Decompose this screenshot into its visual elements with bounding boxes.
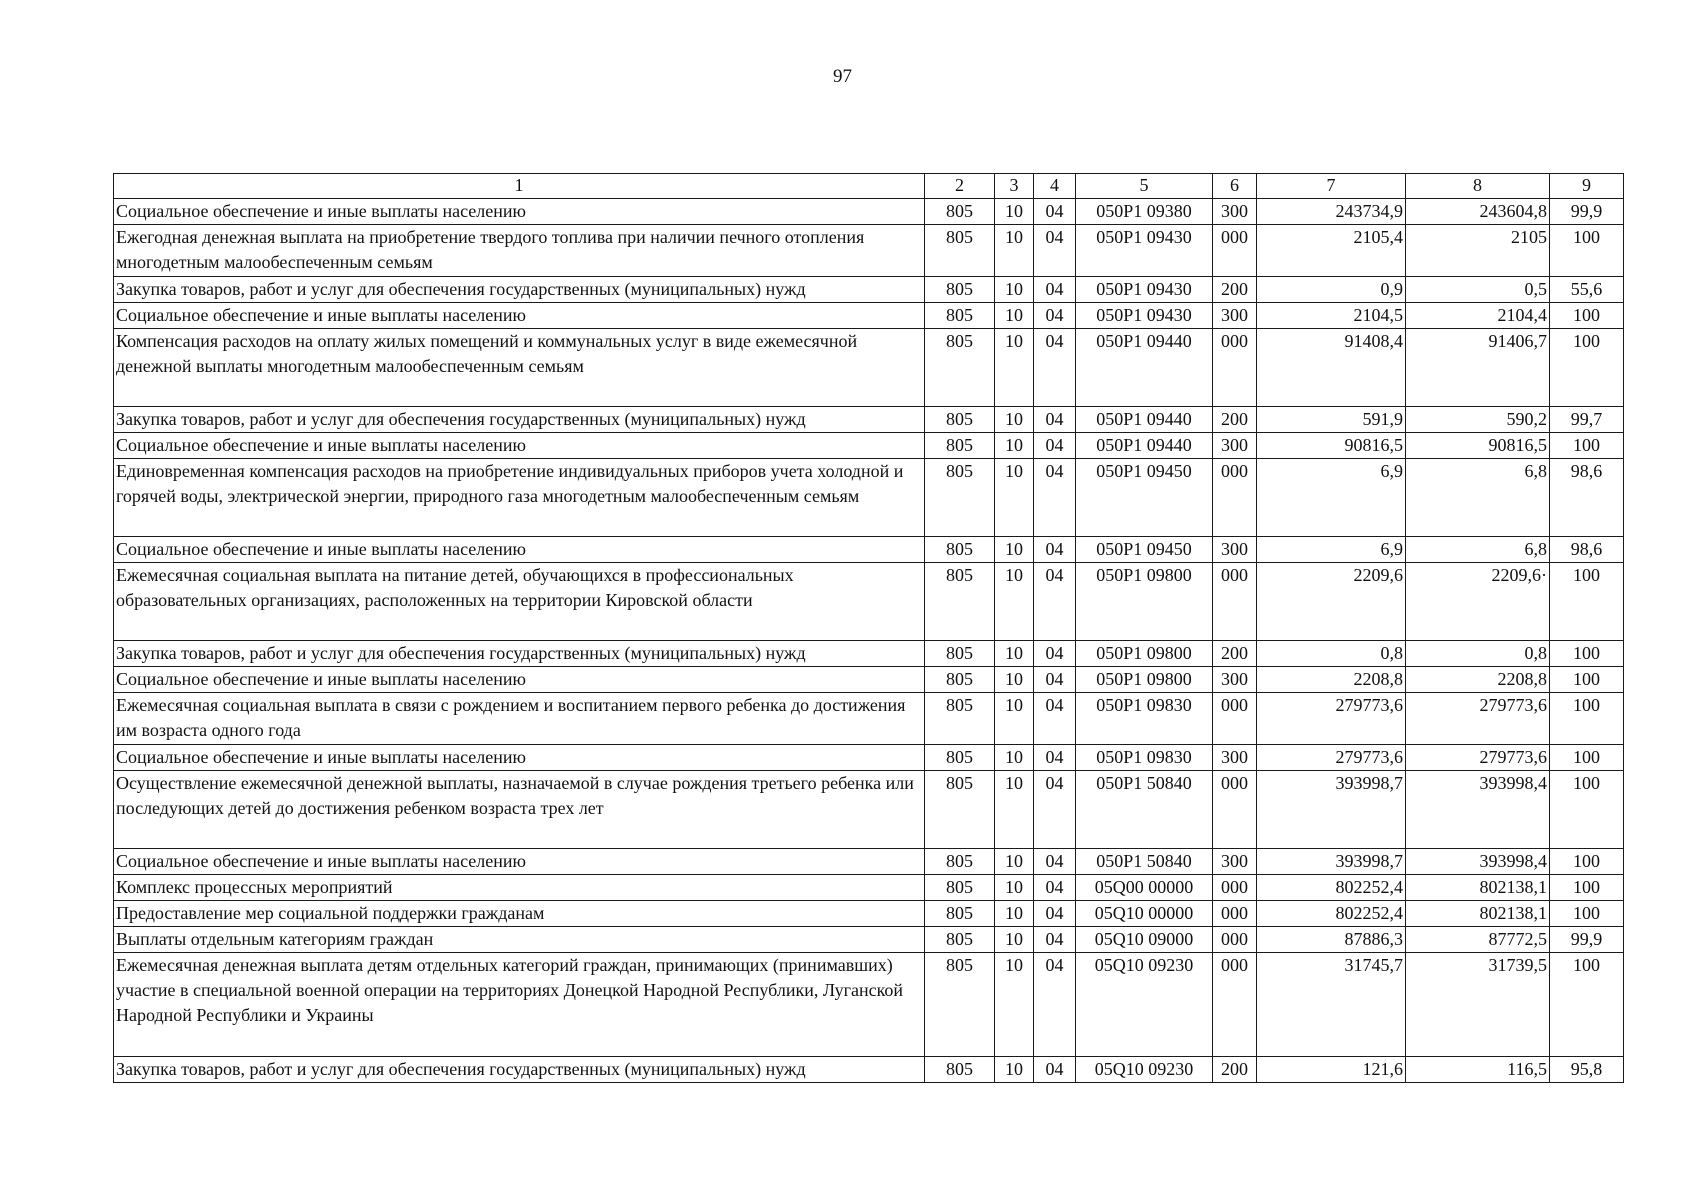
row-ministry-code: 805 [925, 537, 995, 563]
row-name: Социальное обеспечение и иные выплаты населению [114, 537, 925, 563]
row-expense-type: 300 [1213, 849, 1257, 875]
row-name: Закупка товаров, работ и услуг для обеспечения государственных (муниципальных) нужд [114, 1057, 925, 1083]
row-target-code: 050P1 09450 [1076, 459, 1213, 537]
row-subsection-code: 04 [1034, 277, 1076, 303]
row-ministry-code: 805 [925, 563, 995, 641]
row-percent: 100 [1550, 849, 1624, 875]
row-executed: 279773,6 [1406, 745, 1550, 771]
row-expense-type: 000 [1213, 693, 1257, 745]
row-subsection-code: 04 [1034, 771, 1076, 849]
row-name: Компенсация расходов на оплату жилых помещений и коммунальных услуг в виде ежемесячной денежной выплаты многодетным малообеспеченным семьям [114, 329, 925, 407]
row-section-code: 10 [995, 407, 1034, 433]
row-executed: 0,5 [1406, 277, 1550, 303]
row-target-code: 050P1 50840 [1076, 849, 1213, 875]
row-expense-type: 000 [1213, 459, 1257, 537]
row-subsection-code: 04 [1034, 693, 1076, 745]
row-name: Ежемесячная денежная выплата детям отдельных категорий граждан, принимающих (принимавших) участие в специальной военной операции на территориях Донецкой Народной Республики, Луганской Народной Республики и Украины [114, 953, 925, 1057]
row-subsection-code: 04 [1034, 537, 1076, 563]
table-row [114, 901, 1624, 927]
row-executed: 243604,8 [1406, 199, 1550, 225]
row-ministry-code: 805 [925, 303, 995, 329]
row-name: Осуществление ежемесячной денежной выплаты, назначаемой в случае рождения третьего ребенка или последующих детей до достижения ребенком возраста трех лет [114, 771, 925, 849]
row-percent: 100 [1550, 667, 1624, 693]
row-ministry-code: 805 [925, 693, 995, 745]
header-col-8: 8 [1406, 174, 1550, 199]
row-ministry-code: 805 [925, 771, 995, 849]
row-section-code: 10 [995, 563, 1034, 641]
row-ministry-code: 805 [925, 1057, 995, 1083]
row-executed: 90816,5 [1406, 433, 1550, 459]
row-executed: 91406,7 [1406, 329, 1550, 407]
row-expense-type: 000 [1213, 901, 1257, 927]
header-col-4: 4 [1034, 174, 1076, 199]
row-percent: 95,8 [1550, 1057, 1624, 1083]
row-planned: 0,9 [1257, 277, 1406, 303]
row-subsection-code: 04 [1034, 901, 1076, 927]
row-planned: 2105,4 [1257, 225, 1406, 277]
row-ministry-code: 805 [925, 875, 995, 901]
row-section-code: 10 [995, 433, 1034, 459]
row-expense-type: 300 [1213, 667, 1257, 693]
table-row [114, 277, 1624, 303]
row-name: Социальное обеспечение и иные выплаты населению [114, 199, 925, 225]
row-ministry-code: 805 [925, 667, 995, 693]
row-section-code: 10 [995, 953, 1034, 1057]
row-target-code: 050P1 09800 [1076, 667, 1213, 693]
row-name: Социальное обеспечение и иные выплаты населению [114, 433, 925, 459]
row-name: Ежемесячная социальная выплата на питание детей, обучающихся в профессиональных образовательных организациях, расположенных на территории Кировской области [114, 563, 925, 641]
row-subsection-code: 04 [1034, 849, 1076, 875]
table-row [114, 1057, 1624, 1083]
row-ministry-code: 805 [925, 407, 995, 433]
row-percent: 99,9 [1550, 927, 1624, 953]
row-expense-type: 200 [1213, 407, 1257, 433]
row-planned: 591,9 [1257, 407, 1406, 433]
row-percent: 100 [1550, 953, 1624, 1057]
row-target-code: 05Q10 09230 [1076, 953, 1213, 1057]
row-target-code: 050P1 09450 [1076, 537, 1213, 563]
row-subsection-code: 04 [1034, 433, 1076, 459]
row-executed: 2209,6· [1406, 563, 1550, 641]
row-executed: 2208,8 [1406, 667, 1550, 693]
row-percent: 100 [1550, 771, 1624, 849]
table-row [114, 407, 1624, 433]
row-executed: 2104,4 [1406, 303, 1550, 329]
table-row [114, 875, 1624, 901]
row-planned: 2208,8 [1257, 667, 1406, 693]
row-executed: 393998,4 [1406, 771, 1550, 849]
row-expense-type: 000 [1213, 875, 1257, 901]
row-percent: 99,9 [1550, 199, 1624, 225]
row-section-code: 10 [995, 901, 1034, 927]
row-target-code: 050P1 09830 [1076, 693, 1213, 745]
row-subsection-code: 04 [1034, 667, 1076, 693]
table-row [114, 927, 1624, 953]
row-expense-type: 000 [1213, 927, 1257, 953]
row-executed: 87772,5 [1406, 927, 1550, 953]
row-subsection-code: 04 [1034, 199, 1076, 225]
row-percent: 100 [1550, 303, 1624, 329]
header-col-3: 3 [995, 174, 1034, 199]
row-section-code: 10 [995, 1057, 1034, 1083]
row-subsection-code: 04 [1034, 303, 1076, 329]
row-target-code: 05Q10 00000 [1076, 901, 1213, 927]
row-ministry-code: 805 [925, 901, 995, 927]
row-executed: 802138,1 [1406, 875, 1550, 901]
row-percent: 100 [1550, 901, 1624, 927]
header-col-7: 7 [1257, 174, 1406, 199]
row-expense-type: 000 [1213, 563, 1257, 641]
row-ministry-code: 805 [925, 199, 995, 225]
row-ministry-code: 805 [925, 641, 995, 667]
row-name: Комплекс процессных мероприятий [114, 875, 925, 901]
row-planned: 2209,6 [1257, 563, 1406, 641]
row-subsection-code: 04 [1034, 225, 1076, 277]
row-expense-type: 000 [1213, 953, 1257, 1057]
table-row [114, 303, 1624, 329]
row-executed: 279773,6 [1406, 693, 1550, 745]
row-expense-type: 200 [1213, 641, 1257, 667]
row-section-code: 10 [995, 771, 1034, 849]
header-col-9: 9 [1550, 174, 1624, 199]
row-section-code: 10 [995, 225, 1034, 277]
row-ministry-code: 805 [925, 459, 995, 537]
table-row [114, 667, 1624, 693]
table-row [114, 225, 1624, 277]
row-expense-type: 300 [1213, 537, 1257, 563]
row-subsection-code: 04 [1034, 407, 1076, 433]
row-target-code: 050P1 09830 [1076, 745, 1213, 771]
row-section-code: 10 [995, 641, 1034, 667]
table-row [114, 745, 1624, 771]
row-subsection-code: 04 [1034, 745, 1076, 771]
row-target-code: 050P1 09430 [1076, 225, 1213, 277]
row-name: Ежегодная денежная выплата на приобретение твердого топлива при наличии печного отопления многодетным малообеспеченным семьям [114, 225, 925, 277]
row-name: Закупка товаров, работ и услуг для обеспечения государственных (муниципальных) нужд [114, 641, 925, 667]
row-subsection-code: 04 [1034, 927, 1076, 953]
row-expense-type: 300 [1213, 303, 1257, 329]
table-row [114, 953, 1624, 1057]
row-planned: 2104,5 [1257, 303, 1406, 329]
row-planned: 393998,7 [1257, 771, 1406, 849]
row-name: Единовременная компенсация расходов на приобретение индивидуальных приборов учета холодной и горячей воды, электрической энергии, природного газа многодетным малообеспеченным семьям [114, 459, 925, 537]
row-percent: 98,6 [1550, 459, 1624, 537]
row-expense-type: 300 [1213, 745, 1257, 771]
row-section-code: 10 [995, 875, 1034, 901]
row-section-code: 10 [995, 849, 1034, 875]
row-section-code: 10 [995, 329, 1034, 407]
row-expense-type: 000 [1213, 225, 1257, 277]
row-ministry-code: 805 [925, 927, 995, 953]
row-target-code: 05Q00 00000 [1076, 875, 1213, 901]
table-row [114, 537, 1624, 563]
row-percent: 100 [1550, 693, 1624, 745]
row-ministry-code: 805 [925, 277, 995, 303]
row-percent: 100 [1550, 875, 1624, 901]
row-planned: 6,9 [1257, 459, 1406, 537]
row-section-code: 10 [995, 745, 1034, 771]
row-ministry-code: 805 [925, 849, 995, 875]
header-col-2: 2 [925, 174, 995, 199]
row-section-code: 10 [995, 303, 1034, 329]
row-section-code: 10 [995, 537, 1034, 563]
row-subsection-code: 04 [1034, 329, 1076, 407]
row-executed: 31739,5 [1406, 953, 1550, 1057]
row-expense-type: 000 [1213, 329, 1257, 407]
row-expense-type: 000 [1213, 771, 1257, 849]
row-name: Социальное обеспечение и иные выплаты населению [114, 303, 925, 329]
row-name: Закупка товаров, работ и услуг для обеспечения государственных (муниципальных) нужд [114, 277, 925, 303]
row-ministry-code: 805 [925, 745, 995, 771]
row-ministry-code: 805 [925, 433, 995, 459]
row-section-code: 10 [995, 667, 1034, 693]
table-row [114, 329, 1624, 407]
row-ministry-code: 805 [925, 953, 995, 1057]
row-target-code: 050P1 09440 [1076, 329, 1213, 407]
row-planned: 90816,5 [1257, 433, 1406, 459]
table-row [114, 771, 1624, 849]
row-percent: 100 [1550, 641, 1624, 667]
table-row [114, 433, 1624, 459]
row-name: Выплаты отдельным категориям граждан [114, 927, 925, 953]
table-row [114, 199, 1624, 225]
row-subsection-code: 04 [1034, 641, 1076, 667]
row-name: Закупка товаров, работ и услуг для обеспечения государственных (муниципальных) нужд [114, 407, 925, 433]
row-subsection-code: 04 [1034, 875, 1076, 901]
row-name: Предоставление мер социальной поддержки гражданам [114, 901, 925, 927]
row-target-code: 050P1 09800 [1076, 641, 1213, 667]
row-executed: 393998,4 [1406, 849, 1550, 875]
row-executed: 802138,1 [1406, 901, 1550, 927]
page-number: 97 [833, 66, 852, 87]
row-planned: 0,8 [1257, 641, 1406, 667]
row-percent: 55,6 [1550, 277, 1624, 303]
table-row [114, 849, 1624, 875]
row-planned: 279773,6 [1257, 745, 1406, 771]
row-executed: 6,8 [1406, 459, 1550, 537]
row-target-code: 050P1 09430 [1076, 277, 1213, 303]
row-target-code: 050P1 09430 [1076, 303, 1213, 329]
row-ministry-code: 805 [925, 329, 995, 407]
row-section-code: 10 [995, 927, 1034, 953]
table-row [114, 641, 1624, 667]
row-expense-type: 200 [1213, 1057, 1257, 1083]
row-planned: 31745,7 [1257, 953, 1406, 1057]
row-name: Социальное обеспечение и иные выплаты населению [114, 745, 925, 771]
row-subsection-code: 04 [1034, 1057, 1076, 1083]
row-name: Социальное обеспечение и иные выплаты населению [114, 849, 925, 875]
row-name: Социальное обеспечение и иные выплаты населению [114, 667, 925, 693]
table-row [114, 693, 1624, 745]
row-planned: 6,9 [1257, 537, 1406, 563]
row-percent: 100 [1550, 563, 1624, 641]
row-target-code: 050P1 09380 [1076, 199, 1213, 225]
row-planned: 243734,9 [1257, 199, 1406, 225]
row-target-code: 05Q10 09000 [1076, 927, 1213, 953]
table-row [114, 563, 1624, 641]
row-percent: 100 [1550, 225, 1624, 277]
row-section-code: 10 [995, 693, 1034, 745]
row-percent: 98,6 [1550, 537, 1624, 563]
header-row [114, 174, 1624, 199]
row-target-code: 050P1 50840 [1076, 771, 1213, 849]
row-executed: 6,8 [1406, 537, 1550, 563]
row-name: Ежемесячная социальная выплата в связи с рождением и воспитанием первого ребенка до достижения им возраста одного года [114, 693, 925, 745]
row-subsection-code: 04 [1034, 953, 1076, 1057]
table-row [114, 459, 1624, 537]
row-executed: 0,8 [1406, 641, 1550, 667]
header-col-5: 5 [1076, 174, 1213, 199]
row-section-code: 10 [995, 199, 1034, 225]
row-executed: 590,2 [1406, 407, 1550, 433]
row-percent: 100 [1550, 329, 1624, 407]
header-col-6: 6 [1213, 174, 1257, 199]
row-section-code: 10 [995, 277, 1034, 303]
row-subsection-code: 04 [1034, 563, 1076, 641]
row-executed: 2105 [1406, 225, 1550, 277]
row-ministry-code: 805 [925, 225, 995, 277]
row-target-code: 050P1 09440 [1076, 433, 1213, 459]
budget-table [113, 173, 1624, 1083]
row-expense-type: 300 [1213, 199, 1257, 225]
row-expense-type: 300 [1213, 433, 1257, 459]
row-planned: 279773,6 [1257, 693, 1406, 745]
row-expense-type: 200 [1213, 277, 1257, 303]
row-planned: 393998,7 [1257, 849, 1406, 875]
row-planned: 802252,4 [1257, 875, 1406, 901]
row-executed: 116,5 [1406, 1057, 1550, 1083]
row-target-code: 05Q10 09230 [1076, 1057, 1213, 1083]
row-percent: 100 [1550, 745, 1624, 771]
row-percent: 100 [1550, 433, 1624, 459]
row-percent: 99,7 [1550, 407, 1624, 433]
row-planned: 802252,4 [1257, 901, 1406, 927]
row-target-code: 050P1 09800 [1076, 563, 1213, 641]
row-subsection-code: 04 [1034, 459, 1076, 537]
header-col-1: 1 [114, 174, 925, 199]
row-planned: 87886,3 [1257, 927, 1406, 953]
row-target-code: 050P1 09440 [1076, 407, 1213, 433]
row-planned: 121,6 [1257, 1057, 1406, 1083]
row-planned: 91408,4 [1257, 329, 1406, 407]
row-section-code: 10 [995, 459, 1034, 537]
